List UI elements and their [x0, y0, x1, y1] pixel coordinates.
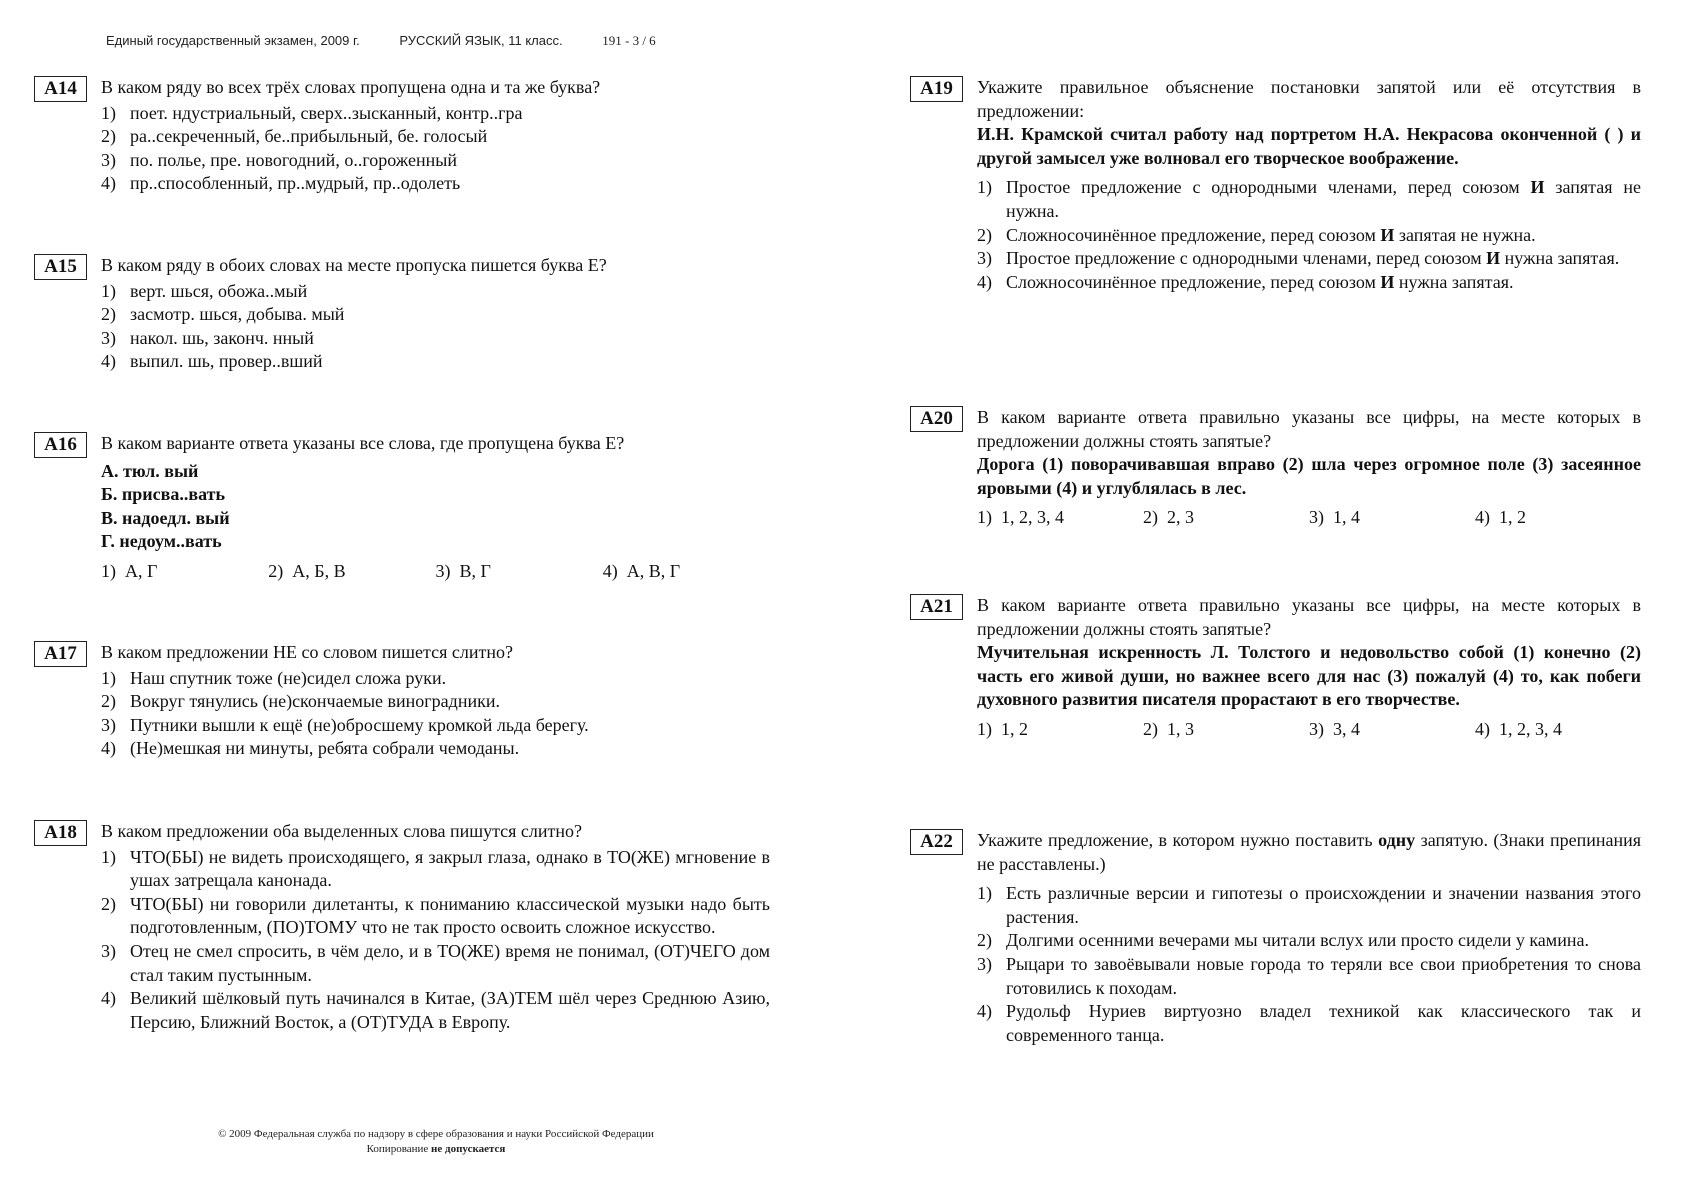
option-text: 2, 3 [1167, 507, 1194, 528]
answer-option[interactable] [101, 303, 770, 327]
option-number: 1) [977, 883, 992, 904]
option-number: 4) [1475, 718, 1490, 739]
option-number: 1) [977, 177, 992, 198]
answer-option[interactable] [436, 560, 603, 584]
option-text: 1, 2, 3, 4 [1001, 507, 1064, 528]
option-text: Вокруг тянулись (не)скончаемые виноградники. [130, 691, 500, 712]
copy-notice-text: Копирование [366, 1143, 432, 1155]
question-emphasis: одну [1378, 830, 1416, 850]
option-number: 3) [101, 149, 116, 170]
option-text: Великий шёлковый путь начинался в Китае, (ЗА)ТЕМ шёл через Среднюю Азию, Персию, Ближний Восток, а (ОТ)ТУДА в Европу. [130, 988, 770, 1032]
option-text: ЧТО(БЫ) не видеть происходящего, я закрыл глаза, однако в ТО(ЖЕ) мгновение в ушах затрещала канонада. [130, 846, 770, 891]
option-number: 2) [101, 691, 116, 712]
answer-option[interactable] [268, 560, 435, 584]
option-number: 4) [101, 173, 116, 194]
exam-title: Единый государственный экзамен, 2009 г. [106, 33, 360, 48]
option-number: 2) [1143, 718, 1158, 739]
answer-options [101, 560, 770, 584]
answer-option[interactable] [977, 882, 1641, 929]
option-text: 1, 3 [1167, 718, 1194, 739]
task-sentence: Мучительная искренность Л. Толстого и недовольство собой (1) конечно (2) часть его живой души, но важнее всего для нас (3) пожалуй (4) то, как побеги духовного развития писателя прорастают в его творчестве. [977, 642, 1641, 710]
option-text: выпил. шь, провер..вший [130, 351, 323, 372]
answer-option[interactable] [1475, 506, 1641, 530]
variant-letter: Г. [101, 531, 115, 552]
option-text: А, Г [125, 560, 158, 581]
answer-option[interactable] [977, 1000, 1641, 1047]
option-number: 1) [101, 846, 116, 867]
option-text [1006, 176, 1641, 223]
answer-options [977, 882, 1641, 1047]
word-variants [101, 460, 770, 554]
answer-option[interactable] [977, 506, 1143, 530]
option-text [1006, 224, 1641, 248]
answer-options [101, 280, 770, 374]
option-number: 2) [977, 930, 992, 951]
option-text: по. полье, пре. новогодний, о..гороженный [130, 149, 457, 170]
option-text: 1, 4 [1333, 507, 1360, 528]
task-question: Укажите правильное объяснение постановки запятой или её отсутствия в предложении: [977, 77, 1641, 121]
option-number: 4) [602, 560, 618, 581]
option-number: 1) [977, 507, 992, 528]
variant-letter: В. [101, 507, 118, 528]
answer-option[interactable] [101, 737, 770, 761]
answer-option[interactable] [1143, 718, 1309, 742]
option-number: 1) [101, 280, 116, 301]
answer-option[interactable] [977, 271, 1641, 295]
option-number: 1) [101, 560, 116, 581]
task-sentence: И.Н. Крамской считал работу над портретом Н.А. Некрасова оконченной ( ) и другой замысел уже волновал его творческое воображение. [977, 124, 1641, 168]
option-number: 3) [1309, 718, 1324, 739]
option-number: 3) [977, 953, 992, 974]
option-number: 2) [101, 126, 116, 147]
option-text-part: Сложносочинённое предложение, перед союзом [1006, 271, 1381, 292]
task-question: В каком предложении НЕ со словом пишется слитно? [101, 642, 513, 662]
conjunction: И [1380, 224, 1395, 245]
task-question: В каком ряду в обоих словах на месте пропуска пишется буква Е? [101, 255, 607, 275]
question-part: Укажите предложение, в котором нужно поставить [977, 830, 1379, 850]
option-text: накол. шь, законч. нный [130, 327, 314, 348]
option-number: 4) [101, 351, 116, 372]
task-number-badge: A17 [34, 641, 87, 667]
task-number-badge: A22 [910, 829, 963, 855]
task-question: В каком предложении оба выделенных слова пишутся слитно? [101, 821, 583, 841]
option-text-part: Сложносочинённое предложение, перед союзом [1006, 224, 1381, 245]
option-number: 4) [101, 738, 116, 759]
task-number-badge: A19 [910, 76, 963, 102]
answer-option[interactable] [101, 667, 770, 691]
option-text: Есть различные версии и гипотезы о происхождении и значении названия этого растения. [1006, 883, 1641, 927]
question-part: запятую. (Знаки препинания не расставлены.) [977, 830, 1641, 874]
option-text-part: запятая не нужна. [1006, 177, 1641, 221]
copy-notice-emphasis: не допускается [431, 1143, 506, 1155]
answer-option[interactable] [1143, 506, 1309, 530]
option-text: поет. ндустриальный, сверх..зысканный, контр..гра [130, 102, 523, 123]
option-number: 1) [977, 718, 992, 739]
task-number-badge: A20 [910, 406, 963, 432]
option-number: 3) [1309, 507, 1324, 528]
task-a19 [910, 76, 1641, 294]
option-text-part: запятая не нужна. [1394, 224, 1536, 245]
task-a16 [34, 432, 770, 584]
answer-option[interactable] [977, 176, 1641, 223]
task-question: В каком варианте ответа правильно указаны все цифры, на месте которых в предложении должны стоять запятые? [977, 595, 1641, 639]
conjunction: И [1486, 248, 1501, 269]
option-text: 1, 2 [1499, 507, 1526, 528]
answer-options [977, 506, 1641, 530]
option-text [1006, 247, 1641, 271]
answer-option[interactable] [101, 940, 770, 987]
answer-option[interactable] [977, 953, 1641, 1000]
option-number: 2) [101, 304, 116, 325]
option-number: 2) [101, 893, 116, 914]
copyright-line: © 2009 Федеральная служба по надзору в сфере образования и науки Российской Федерации [218, 1128, 654, 1140]
conjunction: И [1380, 271, 1395, 292]
option-number: 4) [1475, 507, 1490, 528]
variant-text: тюл. вый [123, 460, 199, 481]
answer-option[interactable] [101, 846, 770, 893]
option-text: Рыцари то завоёвывали новые города то теряли все свои приобретения то снова готовились к походам. [1006, 953, 1641, 998]
answer-option[interactable] [101, 987, 770, 1034]
variant-text: надоедл. вый [122, 507, 230, 528]
answer-option[interactable] [101, 560, 268, 584]
option-text-part: Простое предложение с однородными членами, перед союзом [1006, 248, 1487, 269]
option-text: 1, 2, 3, 4 [1499, 718, 1562, 739]
variant-text: недоум..вать [119, 531, 222, 552]
answer-option[interactable] [1309, 718, 1475, 742]
task-a17 [34, 641, 770, 761]
option-number: 3) [101, 940, 116, 961]
answer-options [977, 718, 1641, 742]
page-header [106, 33, 656, 49]
option-text [1006, 271, 1641, 295]
task-number-badge: A16 [34, 432, 87, 458]
answer-option[interactable] [101, 690, 770, 714]
option-number: 2) [977, 224, 992, 245]
answer-option[interactable] [101, 714, 770, 738]
option-number: 4) [977, 1001, 992, 1022]
task-a14 [34, 76, 770, 196]
option-text: Отец не смел спросить, в чём дело, и в ТО(ЖЕ) время не понимал, (ОТ)ЧЕГО дом стал таким пустынным. [130, 940, 770, 985]
task-question: В каком ряду во всех трёх словах пропущена одна и та же буква? [101, 77, 601, 97]
word-variant [101, 530, 770, 554]
option-text: (Не)мешкая ни минуты, ребята собрали чемоданы. [130, 738, 520, 759]
option-text: Наш спутник тоже (не)сидел сложа руки. [130, 667, 447, 688]
option-text: ЧТО(БЫ) ни говорили дилетанты, к пониманию классической музыки надо быть подготовленным, (ПО)ТОМУ что не так просто освоить сложное искусство. [130, 893, 770, 938]
variant-text: присва..вать [121, 484, 225, 505]
page-code: 191 - 3 / 6 [602, 33, 656, 48]
option-text-part: Простое предложение с однородными членами, перед союзом [1006, 177, 1531, 198]
option-number: 2) [268, 560, 284, 581]
task-a22 [910, 829, 1641, 1047]
answer-option[interactable] [101, 350, 770, 374]
answer-option[interactable] [977, 929, 1641, 953]
answer-option[interactable] [977, 224, 1641, 248]
variant-letter: А. [101, 460, 119, 481]
option-text: Путники вышли к ещё (не)обросшему кромкой льда берегу. [130, 714, 589, 735]
answer-option[interactable] [101, 893, 770, 940]
option-number: 4) [977, 271, 992, 292]
option-text: пр..способленный, пр..мудрый, пр..одолеть [130, 173, 461, 194]
copy-notice [166, 1142, 706, 1157]
word-variant [101, 483, 770, 507]
option-number: 3) [977, 248, 992, 269]
task-a18 [34, 820, 770, 1034]
option-text-part: нужна запятая. [1500, 248, 1620, 269]
option-text: 1, 2 [1001, 718, 1028, 739]
option-number: 1) [101, 667, 116, 688]
option-text: верт. шься, обожа..мый [130, 280, 308, 301]
option-text-part: нужна запятая. [1394, 271, 1514, 292]
answer-option[interactable] [603, 560, 770, 584]
answer-option[interactable] [1309, 506, 1475, 530]
task-a21 [910, 594, 1641, 742]
answer-option[interactable] [101, 172, 770, 196]
option-text: ра..секреченный, бе..прибыльный, бе. голосый [130, 126, 488, 147]
task-question: В каком варианте ответа указаны все слова, где пропущена буква Е? [101, 433, 625, 453]
option-text: А, Б, В [292, 560, 346, 581]
task-number-badge: A21 [910, 594, 963, 620]
option-number: 3) [101, 327, 116, 348]
answer-option[interactable] [1475, 718, 1641, 742]
task-a20 [910, 406, 1641, 530]
task-number-badge: A14 [34, 76, 87, 102]
answer-option[interactable] [101, 327, 770, 351]
option-text: засмотр. шься, добыва. мый [130, 304, 345, 325]
page-footer [166, 1127, 706, 1157]
answer-options [101, 846, 770, 1035]
option-number: 1) [101, 102, 116, 123]
task-question: В каком варианте ответа правильно указаны все цифры, на месте которых в предложении должны стоять запятые? [977, 407, 1641, 451]
answer-options [977, 176, 1641, 294]
task-question [977, 829, 1641, 876]
option-text: 3, 4 [1333, 718, 1360, 739]
task-number-badge: A15 [34, 254, 87, 280]
task-sentence: Дорога (1) поворачивавшая вправо (2) шла через огромное поле (3) засеянное яровыми (4) и углублялась в лес. [977, 454, 1641, 498]
answer-options [101, 667, 770, 761]
answer-option[interactable] [101, 280, 770, 304]
task-a15 [34, 254, 770, 374]
variant-letter: Б. [101, 484, 118, 505]
answer-option[interactable] [977, 247, 1641, 271]
answer-option[interactable] [977, 718, 1143, 742]
answer-option[interactable] [101, 102, 770, 126]
conjunction: И [1530, 177, 1545, 198]
option-text: Рудольф Нуриев виртуозно владел техникой как классического так и современного танца. [1006, 1001, 1641, 1045]
option-number: 2) [1143, 507, 1158, 528]
option-text: Долгими осенними вечерами мы читали вслух или просто сидели у камина. [1006, 930, 1589, 951]
word-variant [101, 460, 770, 484]
answer-option[interactable] [101, 149, 770, 173]
answer-option[interactable] [101, 125, 770, 149]
task-number-badge: A18 [34, 820, 87, 846]
option-number: 3) [435, 560, 451, 581]
option-text: В, Г [459, 560, 491, 581]
option-number: 4) [101, 988, 116, 1009]
subject-title: РУССКИЙ ЯЗЫК, 11 класс. [399, 33, 563, 48]
word-variant [101, 507, 770, 531]
option-number: 3) [101, 714, 116, 735]
answer-options [101, 102, 770, 196]
option-text: А, В, Г [626, 560, 681, 581]
